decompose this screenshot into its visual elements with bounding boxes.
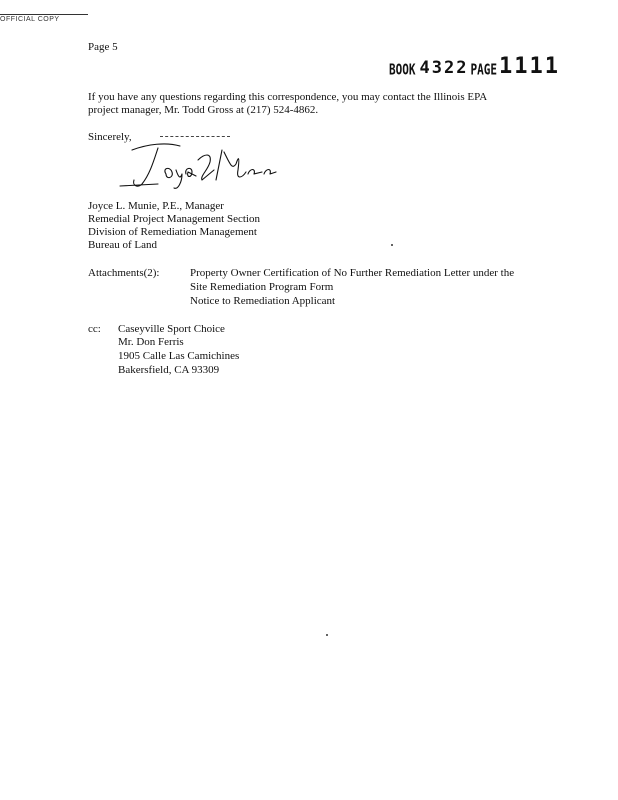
page-word: PAGE [470,60,497,79]
body-line-1: If you have any questions regarding this correspondence, you may contact the Illinois EPA [88,91,488,103]
book-number: 4322 [419,58,469,78]
body-line-2: project manager, Mr. Todd Gross at (217) 524-4862. [88,104,319,116]
signer-bureau: Bureau of Land [88,239,158,251]
attachment-1-line-1: Property Owner Certification of No Further Remediation Letter under the [190,267,515,279]
cc-recipient-line-1: Caseyville Sport Choice [118,323,225,335]
attachment-1-line-2: Site Remediation Program Form [190,281,334,293]
book-label: BOOK [389,60,416,79]
scan-speck [391,244,393,246]
attachments-label: Attachments(2): [88,267,160,279]
official-copy-stamp: OFFICIAL COPY [0,14,88,23]
attachment-2: Notice to Remediation Applicant [190,295,336,307]
signature-image [118,140,278,192]
book-page-stamp [389,54,560,79]
signer-section: Remedial Project Management Section [88,213,260,225]
signer-name: Joyce L. Munie, P.E., Manager [88,200,224,212]
cc-recipient-line-2: Mr. Don Ferris [118,336,184,348]
signature-dash-line [160,136,230,138]
cc-recipient-line-4: Bakersfield, CA 93309 [118,364,220,376]
cc-label: cc: [88,323,101,335]
salutation: Sincerely, [88,131,132,143]
scan-speck [326,634,328,636]
page-label: Page 5 [88,41,118,53]
page-number: 1111 [498,54,560,79]
cc-recipient-line-3: 1905 Calle Las Camichines [118,350,240,362]
signer-division: Division of Remediation Management [88,226,257,238]
